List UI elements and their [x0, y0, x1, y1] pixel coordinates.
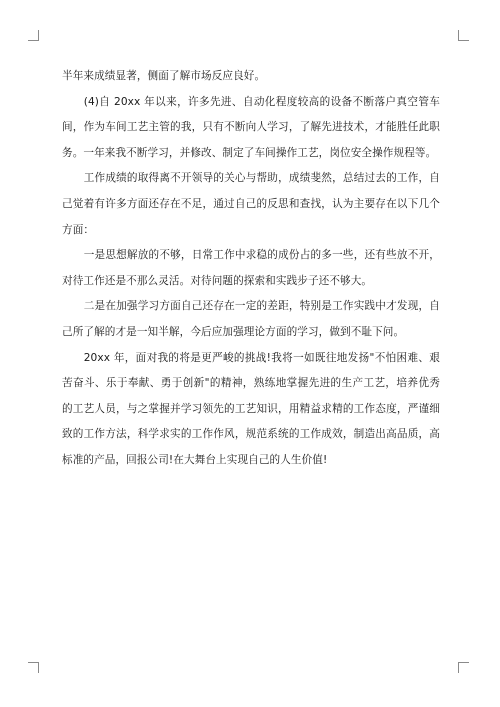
- crop-mark-bottom-left: [28, 662, 39, 673]
- crop-mark-top-right: [458, 30, 469, 41]
- paragraph: 20xx 年，面对我的将是更严峻的挑战!我将一如既往地发扬"不怕困难、艰苦奋斗、乐于奉献、勇于创新"的精神，熟练地掌握先进的生产工艺，培养优秀的工艺人员，与之掌握并学习领先的工艺知识，用精益求精的工作态度，严谨细致的工作方法，科学求实的工作作风，规范系统的工作成效，制造出高品质，高标准的产品，回报公司!在大舞台上实现自己的人生价值!: [62, 351, 440, 466]
- paragraph: 半年来成绩显著，侧面了解市场反应良好。: [62, 70, 266, 82]
- crop-mark-top-left: [28, 30, 39, 41]
- paragraph: (4)自 20xx 年以来，许多先进、自动化程度较高的设备不断落户真空管车间，作为车间工艺主管的我，只有不断向人学习，了解先进技术，才能胜任此职务。一年来我不断学习，并修改、制定了车间操作工艺，岗位安全操作规程等。: [62, 95, 440, 159]
- paragraph: 一是思想解放的不够，日常工作中求稳的成份占的多一些，还有些放不开，对待工作还是不那么灵活。对待问题的探索和实践步子还不够大。: [62, 249, 440, 287]
- document-body: [62, 64, 440, 474]
- paragraph: 二是在加强学习方面自己还存在一定的差距，特别是工作实践中才发现，自己所了解的才是一知半解，今后应加强理论方面的学习，做到不耻下问。: [62, 300, 440, 338]
- paragraph: 工作成绩的取得离不开领导的关心与帮助，成绩斐然，总结过去的工作，自己觉着有许多方面还存在不足，通过自己的反思和查找，认为主要存在以下几个方面：: [62, 172, 440, 236]
- crop-mark-bottom-right: [458, 662, 469, 673]
